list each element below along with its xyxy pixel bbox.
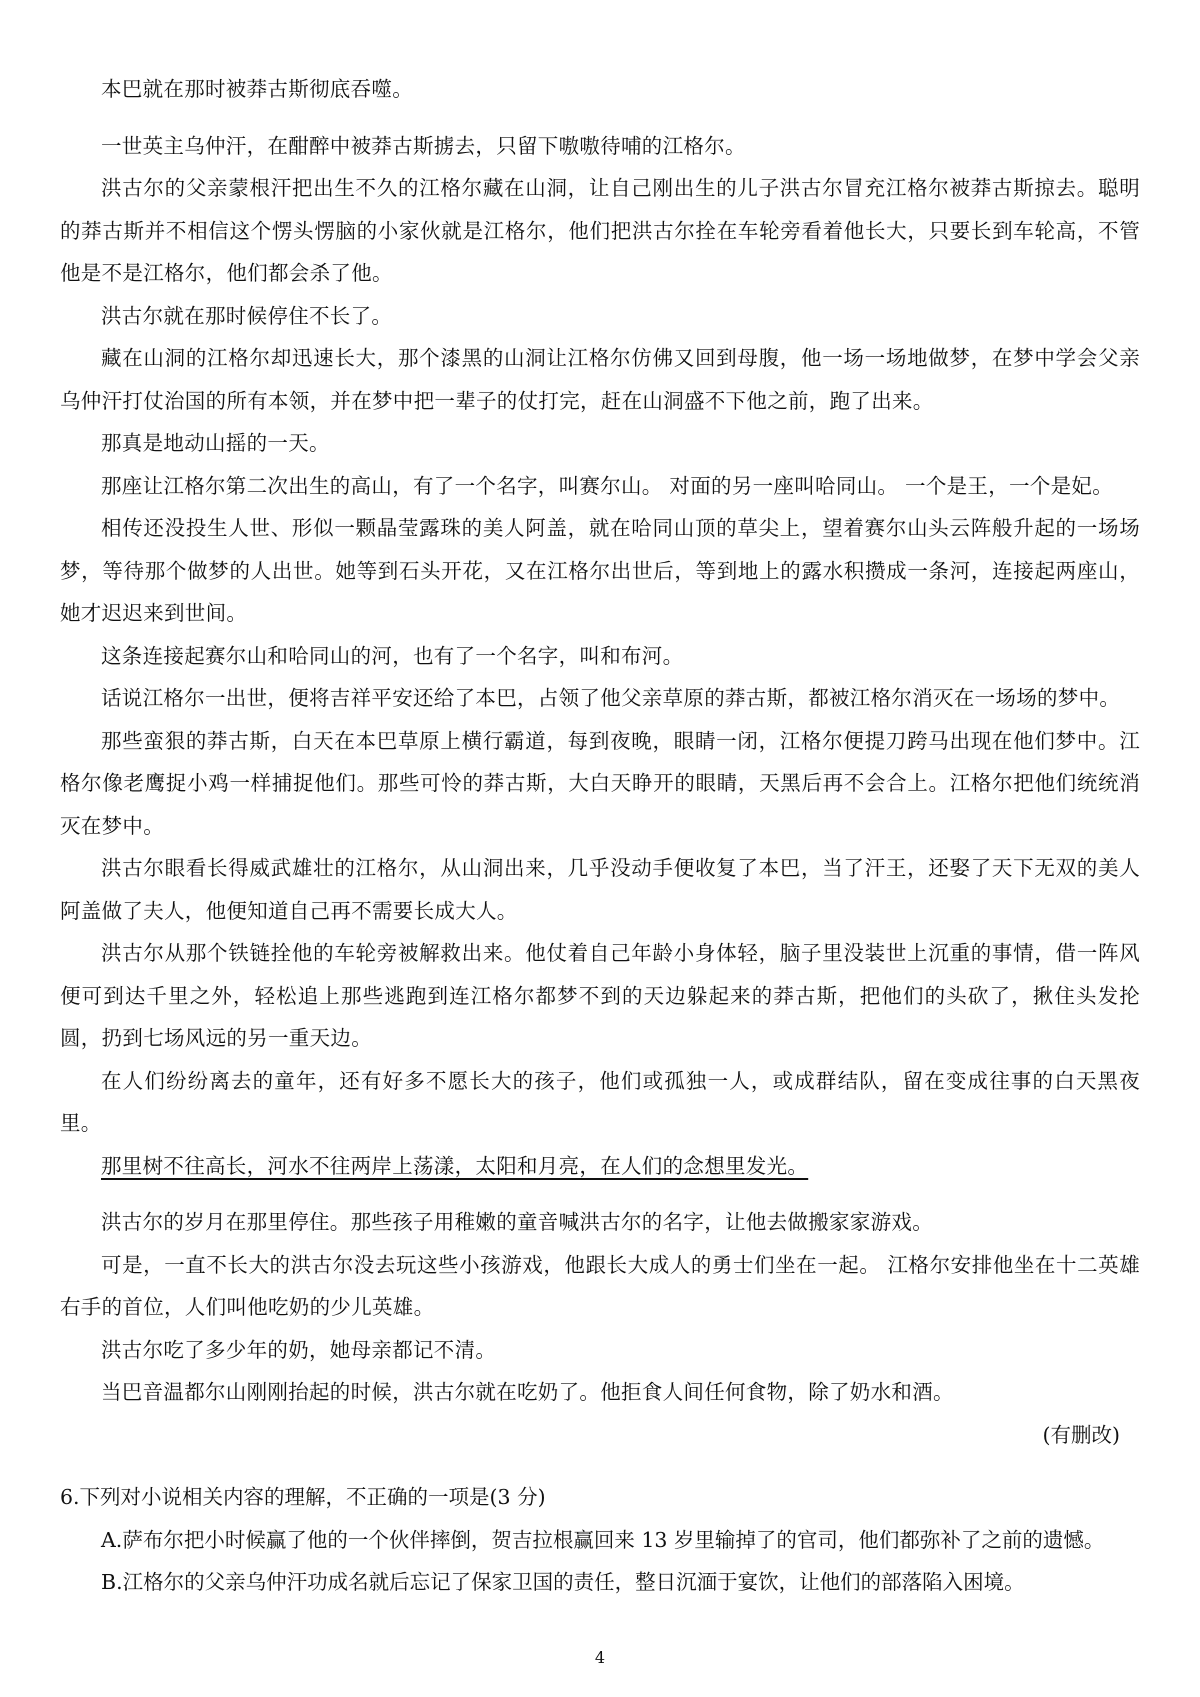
paragraph: 洪古尔的岁月在那里停住。那些孩子用稚嫩的童音喊洪古尔的名字，让他去做搬家家游戏。 [101, 1210, 933, 1234]
underlined-paragraph [60, 1145, 1140, 1188]
paragraph: 洪古尔吃了多少年的奶，她母亲都记不清。 [101, 1337, 497, 1362]
paragraph: 那真是地动山摇的一天。 [101, 431, 330, 455]
paragraph: 洪古尔就在那时候停住不长了。 [101, 303, 393, 328]
paragraph: 话说江格尔一出世，便将吉祥平安还给了本巴，占领了他父亲草原的莽古斯，都被江格尔消灭在一场场的梦中。 [101, 686, 1121, 710]
paragraph: 相传还没投生人世、形似一颗晶莹露珠的美人阿盖，就在哈同山顶的草尖上，望着赛尔山头云阵般升起的一场场梦，等待那个做梦的人出世。她等到石头开花，又在江格尔出世后，等到地上的露水积攒成一条河，连接起两座山，她才迟迟来到世间。 [60, 516, 1140, 625]
paragraph: 洪古尔的父亲蒙根汗把出生不久的江格尔藏在山洞，让自己刚出生的儿子洪古尔冒充江格尔被莽古斯掠去。聪明的莽古斯并不相信这个愣头愣脑的小家伙就是江格尔，他们把洪古尔拴在车轮旁看着他长大，只要长到车轮高，不管他是不是江格尔，他们都会杀了他。 [60, 176, 1140, 285]
option-b: B.江格尔的父亲乌仲汗功成名就后忘记了保家卫国的责任，整日沉湎于宴饮，让他们的部落陷入困境。 [101, 1570, 1025, 1594]
question-stem: 6.下列对小说相关内容的理解，不正确的一项是(3 分) [60, 1485, 546, 1509]
underlined-sentence: 那里树不往高长，河水不往两岸上荡漾，太阳和月亮，在人们的念想里发光。 [101, 1153, 809, 1178]
question-6 [60, 1476, 1140, 1604]
paragraph: 藏在山洞的江格尔却迅速长大，那个漆黑的山洞让江格尔仿佛又回到母腹，他一场一场地做梦，在梦中学会父亲乌仲汗打仗治国的所有本领，并在梦中把一辈子的仗打完，赶在山洞盛不下他之前，跑了出来。 [60, 346, 1140, 413]
paragraph-gap [60, 1187, 1140, 1201]
paragraph: 本巴就在那时被莽古斯彻底吞噬。 [101, 77, 413, 101]
paragraph: 那些蛮狠的莽古斯，白天在本巴草原上横行霸道，每到夜晚，眼睛一闭，江格尔便提刀跨马出现在他们梦中。江格尔像老鹰捉小鸡一样捕捉他们。那些可怜的莽古斯，大白天睁开的眼睛，天黑后再不会合上。江格尔把他们统统消灭在梦中。 [60, 728, 1140, 838]
paragraph-gap [60, 111, 1140, 125]
paragraph: 洪古尔眼看长得威武雄壮的江格尔，从山洞出来，几乎没动手便收复了本巴，当了汗王，还娶了天下无双的美人阿盖做了夫人，他便知道自己再不需要长成大人。 [60, 856, 1140, 923]
option-a: A.萨布尔把小时候赢了他的一个伙伴摔倒，贺吉拉根赢回来 13 岁里输掉了的官司，他们都弥补了之前的遗憾。 [101, 1527, 1105, 1552]
paragraph: 洪古尔从那个铁链拴他的车轮旁被解救出来。他仗着自己年龄小身体轻，脑子里没装世上沉重的事情，借一阵风便可到达千里之外，轻松追上那些逃跑到连江格尔都梦不到的天边躲起来的莽古斯，把他们的头砍了，揪住头发抡圆，扔到七场风远的另一重天边。 [60, 941, 1140, 1050]
paragraph: 一世英主乌仲汗，在酣醉中被莽古斯掳去，只留下嗷嗷待哺的江格尔。 [101, 133, 746, 158]
page-number: 4 [594, 1648, 606, 1667]
story-text [60, 68, 1140, 1456]
paragraph: 当巴音温都尔山刚刚抬起的时候，洪古尔就在吃奶了。他拒食人间任何食物，除了奶水和酒。 [101, 1380, 954, 1404]
paragraph: 可是，一直不长大的洪古尔没去玩这些小孩游戏，他跟长大成人的勇士们坐在一起。 江格尔安排他坐在十二英雄右手的首位，人们叫他吃奶的少儿英雄。 [60, 1252, 1140, 1319]
paragraph: 这条连接起赛尔山和哈同山的河，也有了一个名字，叫和布河。 [101, 643, 684, 668]
paragraph: 在人们纷纷离去的童年，还有好多不愿长大的孩子，他们或孤独一人，或成群结队，留在变成往事的白天黑夜里。 [60, 1068, 1140, 1135]
source-note: (有删改) [1042, 1422, 1120, 1447]
paragraph: 那座让江格尔第二次出生的高山，有了一个名字，叫赛尔山。 对面的另一座叫哈同山。 一个是王，一个是妃。 [101, 473, 1114, 498]
